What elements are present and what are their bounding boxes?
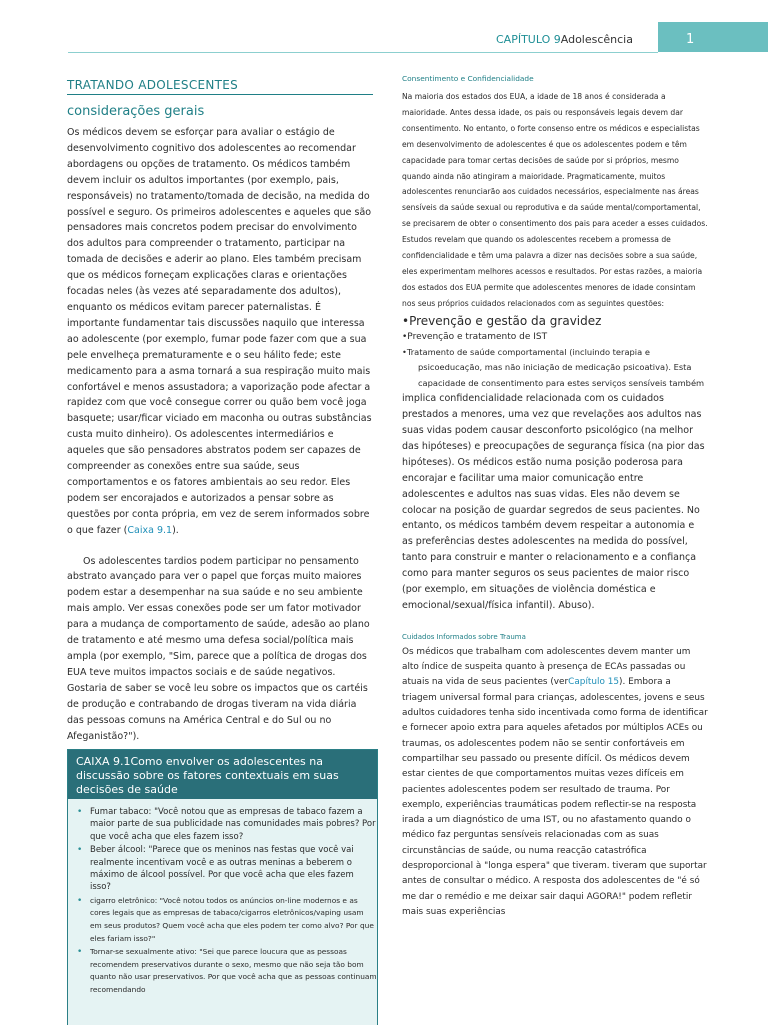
body-paragraph: implica confidencialidade relacionada com os cuidados prestados a menores, uma vez que revelações aos adultos nas suas vidas podem causar desconforto psicológico (na melhor das hipóteses) e preocupações de segurança física (na pior das hipóteses). Os médicos estão numa posição poderosa para encorajar e facilitar uma maior comunicação entre adolescentes e adultos nas suas vidas. Eles não devem se colocar na posição de guardar segredos de seus pacientes. No entanto, os médicos também devem respeitar a autonomia e as preferências destes adolescentes na medida do possível, tanto para construir e manter o relacionamento e a confiança como para manter seguros os seus pacientes de maior risco (por exemplo, em situações de violência doméstica e emocional/sexual/física infantil). Abuso). <box>402 393 705 611</box>
chapter-title: Adolescência <box>560 33 633 46</box>
box-item-text: Fumar tabaco: "Você notou que as empresas de tabaco fazem a maior parte de sua publicidade nas comunidades mais pobres? Por que você acha que eles fazem isso? <box>90 807 376 842</box>
box-reference-link[interactable]: Caixa 9.1 <box>127 524 173 536</box>
box-title: CAIXA 9.1Como envolver os adolescentes na discussão sobre os fatores contextuais em suas decisões de saúde <box>68 750 377 799</box>
body-paragraph <box>402 645 708 920</box>
body-paragraph: Os adolescentes tardios podem participar no pensamento abstrato avançado para ver o papel que forças muito maiores podem estar a desempenhar na sua saúde e no seu ambiente mais amplo. Ver essas conexões pode ser um fator motivador para a mudança de comportamento de saúde, adesão ao plano de tratamento e até mesmo uma defesa social/política mais ampla (por exemplo, "Sim, parece que a política de drogas dos EUA teve muitos impactos sociais e de saúde negativos. Gostaria de saber se você leu sobre os impactos que os cartéis de produção e contrabando de drogas tiveram na vida diária das pessoas comuns na América Central e do Sul ou no Afeganistão?"). <box>67 555 370 742</box>
bullet-item: •Tratamento de saúde comportamental (incluindo terapia e psicoeducação, mas não iniciação de medicação psicoativa). Esta capacidade de consentimento para estes serviços sensíveis também <box>402 346 705 388</box>
box-item-text: Tornar-se sexualmente ativo: "Sei que parece loucura que as pessoas recomendem preservativos durante o sexo, mesmo que não seja tão bom quanto não usar preservativos. Por que você acha que as pessoas continuam recomendando <box>90 947 377 994</box>
paragraph-text-end: ). <box>172 524 179 536</box>
bullet-item: •Prevenção e gestão da gravidez <box>402 313 602 328</box>
body-paragraph <box>67 125 373 539</box>
bullet-icon: • <box>77 947 83 958</box>
box-item-text: Beber álcool: "Parece que os meninos nas festas que você vai realmente incentivam você e as outras meninas a beberem o máximo de álcool possível. Por que você acha que eles fazem isso? <box>90 845 354 893</box>
page-number: 1 <box>686 32 695 47</box>
paragraph-text: Os médicos que trabalham com adolescentes devem manter um alto índice de suspeita quanto à presença de ECAs passadas ou atuais na vida de seus pacientes (ver <box>402 646 691 688</box>
paragraph-text-end: ). Embora a triagem universal formal para crianças, adolescentes, jovens e seus adultos cuidadores tenha sido incentivada como forma de identificar e fornecer apoio extra para aqueles afetados por múltiplos ACEs ou traumas, os adolescentes podem não se sentir confortáveis em compartilhar seu passado ou presente difícil. Os médicos devem estar cientes de que comportamentos muitas vezes difíceis em pacientes adolescentes podem ser resultado de trauma. Por exemplo, experiências traumáticas podem reflectir-se na resposta irada a um diagnóstico de uma IST, ou no afastamento quando o médico faz perguntas sensíveis relacionadas com as suas circunstâncias de saúde, ou numa reacção catastrófica desproporcional à "longa espera" que tiveram. tiveram que suportar antes de consultar o médico. A resposta dos adolescentes de "é só me dar o remédio e me deixar sair daqui AGORA!" podem refletir mais suas experiências <box>402 677 708 917</box>
sidebar-box <box>67 749 378 1025</box>
section-heading: TRATANDO ADOLESCENTES <box>67 78 373 95</box>
box-list-item <box>77 895 377 945</box>
box-item-text: cigarro eletrônico: "Você notou todos os anúncios on-line modernos e as cores legais que as empresas de tabaco/cigarros eletrônicos/vaping usam em seus produtos? Quem você acha que eles podem ter como alvo? Por que eles fariam isso?" <box>90 895 374 943</box>
header-rule <box>68 52 658 53</box>
left-column <box>67 78 373 744</box>
page-number-box <box>658 22 768 52</box>
chapter-label: CAPÍTULO 9 <box>496 33 561 46</box>
bullet-icon: • <box>77 895 83 906</box>
bullet-item: •Prevenção e tratamento de IST <box>402 331 548 342</box>
body-paragraph: Na maioria dos estados dos EUA, a idade de 18 anos é considerada a maioridade. Antes dessa idade, os pais ou responsáveis legais devem dar consentimento. No entanto, o forte consenso entre os médicos e especialistas em desenvolvimento de adolescentes é que os adolescentes podem e têm capacidade para tomar certas decisões de saúde por si próprios, mesmo quando ainda não atingiram a maioridade. Pragmaticamente, muitos adolescentes renunciarão aos cuidados necessários, especialmente nas áreas sensíveis da saúde sexual ou reprodutiva e da saúde mental/comportamental, se precisarem de obter o consentimento dos pais para aceder a esses cuidados. Estudos revelam que quando os adolescentes recebem a promessa de confidencialidade e têm uma palavra a dizer nas decisões sobre a sua saúde, eles experimentam melhores acessos e resultados. Por estas razões, a maioria dos estados dos EUA permite que adolescentes menores de idade consintam nos seus próprios cuidados relacionados com as seguintes questões: <box>402 92 708 308</box>
running-header <box>496 33 633 46</box>
box-list-item <box>77 844 377 894</box>
paragraph-text: Os médicos devem se esforçar para avaliar o estágio de desenvolvimento cognitivo dos adolescentes ao recomendar abordagens ou opções de tratamento. Os médicos também devem incluir os adultos importantes (por exemplo, pais, responsáveis) no tratamento/tomada de decisão, na medida do possível e seguro. Os primeiros adolescentes e aqueles que são pensadores mais concretos podem precisar do envolvimento dos adultos para compreender o tratamento, participar na tomada de decisões e aderir ao plano. Eles também precisam que os médicos forneçam explicações claras e orientações focadas neles (às vezes até separadamente dos adultos), enquanto os médicos evitam parecer paternalistas. É importante fundamentar tais discussões naquilo que interessa ao adolescente (por exemplo, fumar pode fazer com que a sua pele envelheça prematuramente e o seu hálito fede; este medicamento para a asma tornará a sua respiração muito mais confortável e menos assustadora; a vaporização pode afectar a rapidez com que você consegue correr ou quão bem você joga basquete; usar/ficar viciado em maconha ou outras substâncias custa muito dinheiro). Os adolescentes intermediários e aqueles que são pensadores abstratos podem ser capazes de compreender as conexões entre sua saúde, seus comportamentos e os fatores ambientais ao seu redor. Eles podem ser encorajados e autorizados a pensar sobre as questões por conta própria, em vez de serem informados sobre o que fazer ( <box>67 127 372 536</box>
section-heading-consent: Consentimento e Confidencialidade <box>402 74 534 83</box>
section-heading-trauma: Cuidados Informados sobre Trauma <box>402 632 526 641</box>
box-list <box>68 806 377 997</box>
subsection-heading: considerações gerais <box>67 104 205 119</box>
chapter-reference-link[interactable]: Capítulo 15 <box>568 677 620 688</box>
bullet-icon: • <box>77 807 83 817</box>
right-column <box>402 74 708 920</box>
bullet-icon: • <box>77 845 83 856</box>
box-list-item <box>77 806 377 843</box>
box-list-item <box>77 946 377 996</box>
